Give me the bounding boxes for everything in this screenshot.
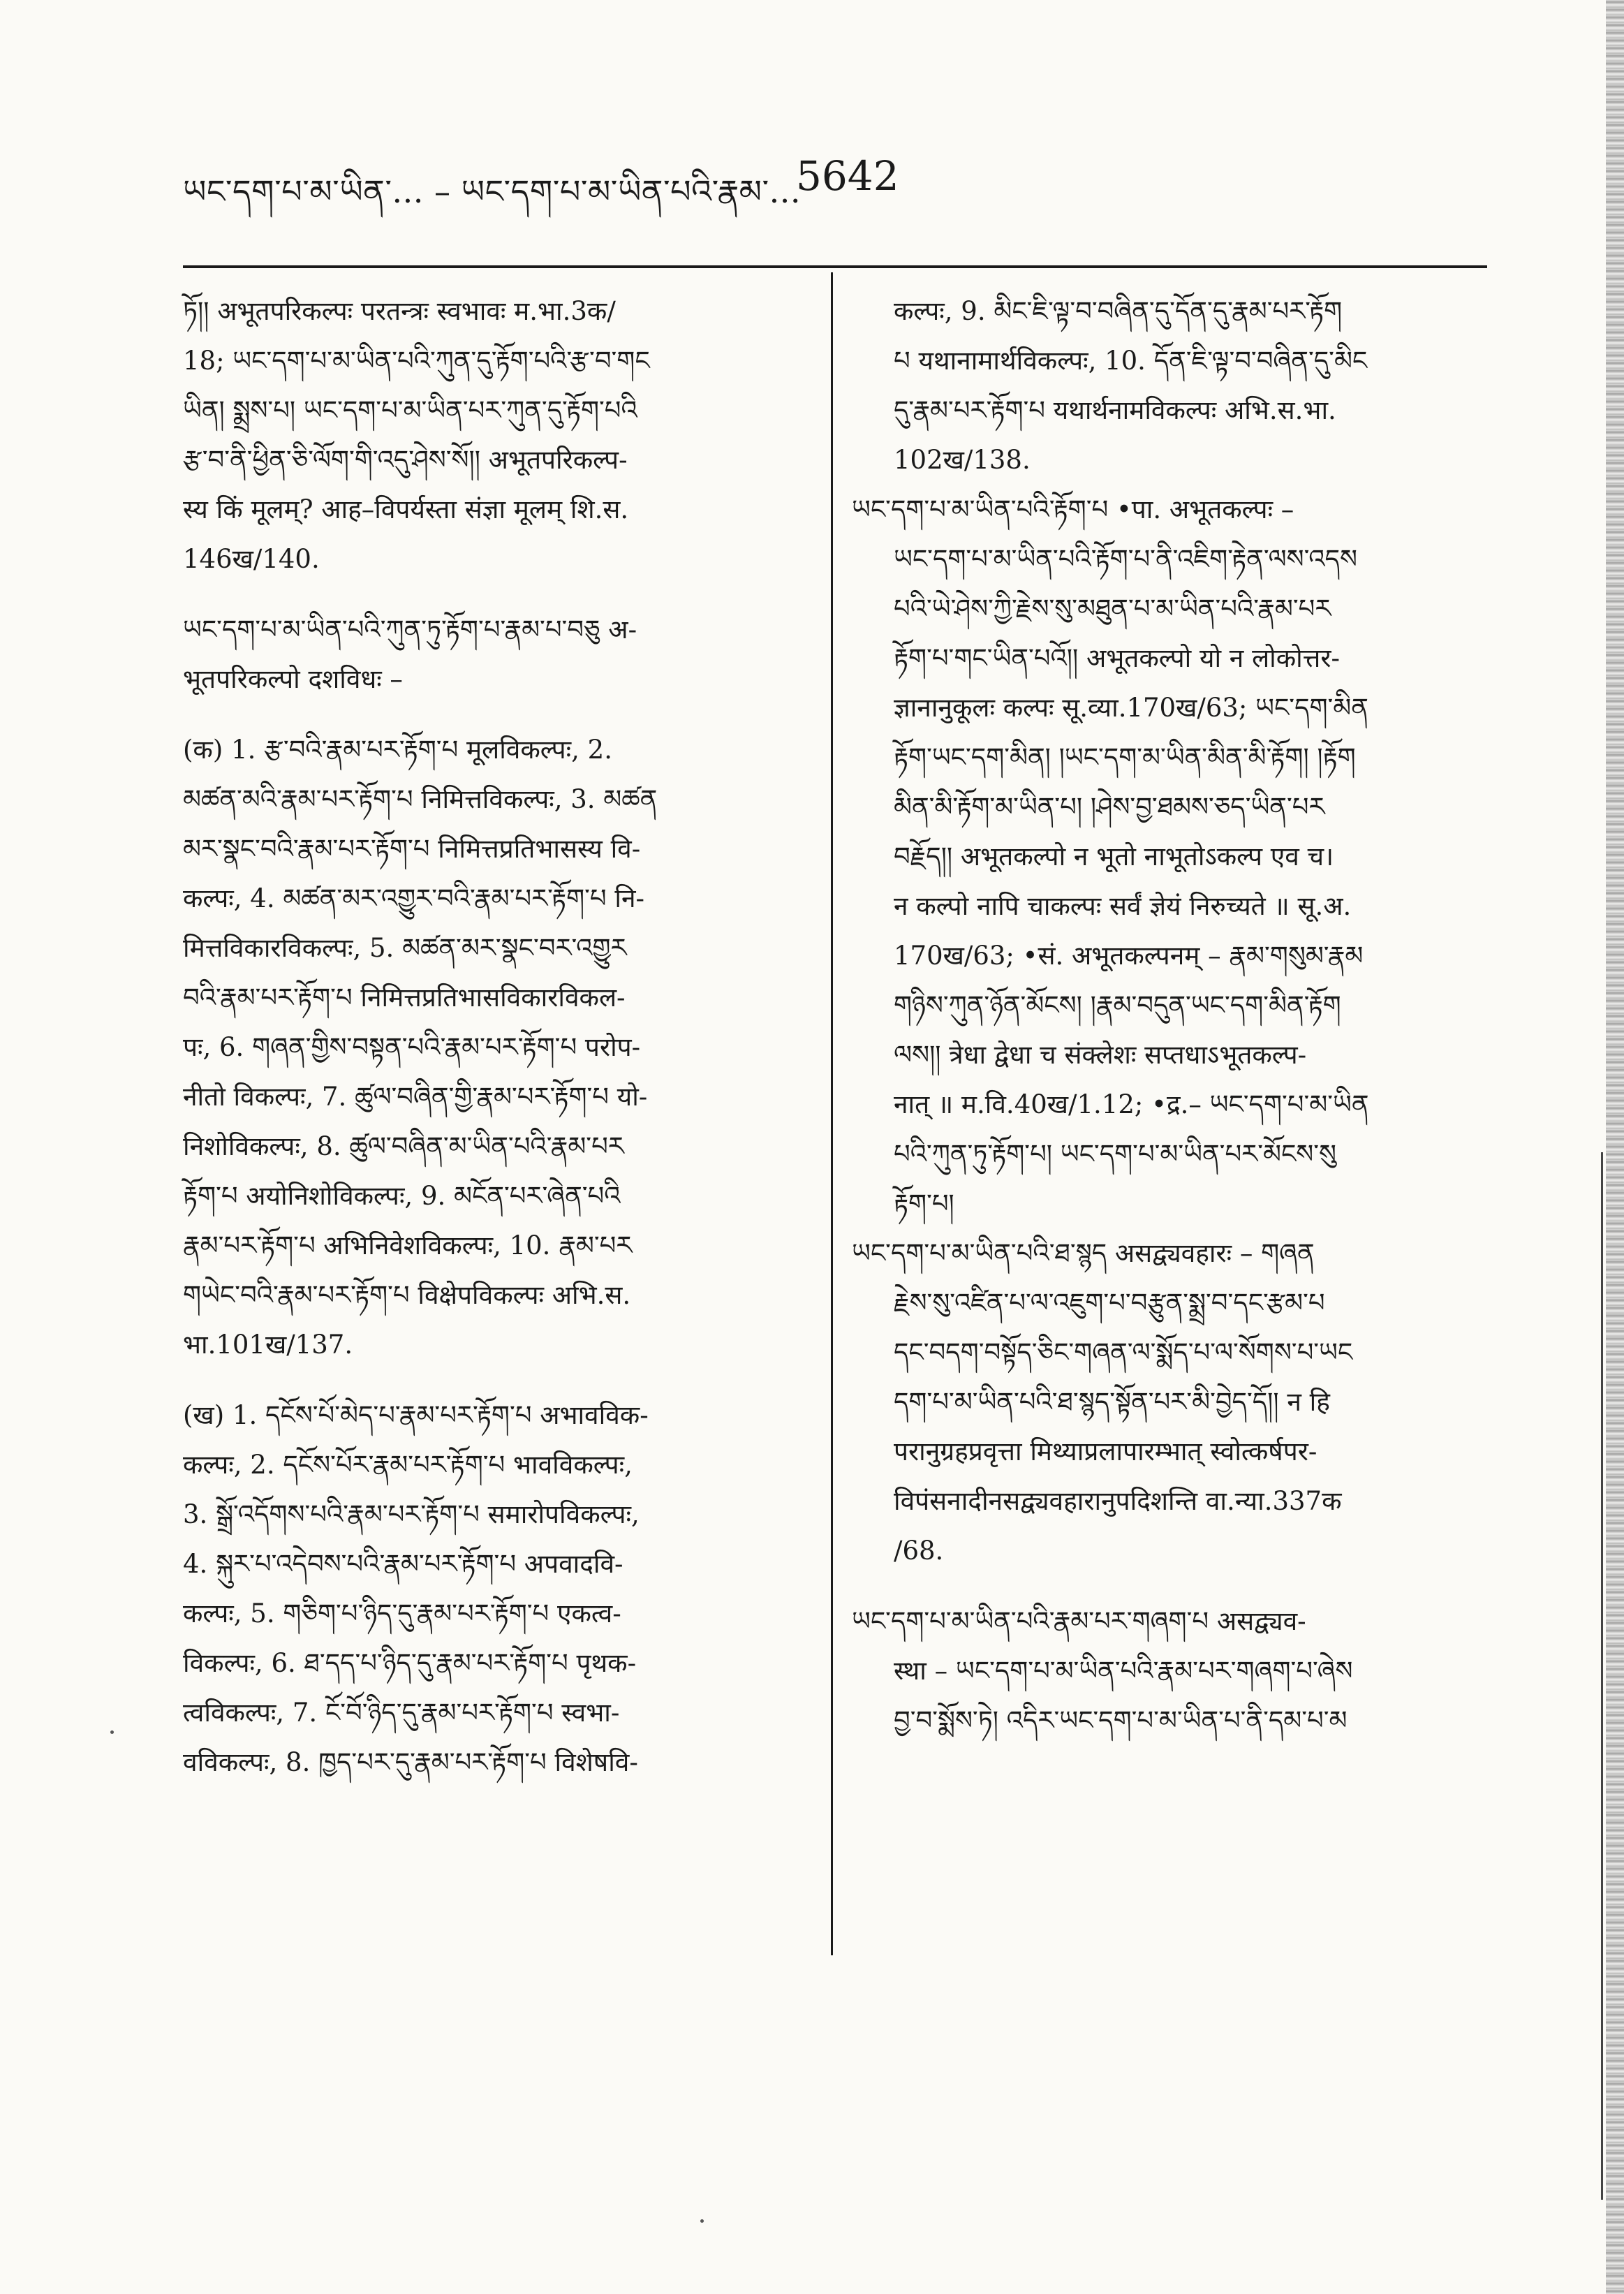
text-line: नीतो विकल्पः, 7. ཚུལ་བཞིན་གྱི་རྣམ་པར་རྟོག་པ यो- (183, 1082, 648, 1112)
text-line: མིན་མི་རྟོག་མ་ཡིན་པ། །ཤེས་བྱ་ཐམས་ཅད་ཡིན་པར (894, 792, 1325, 822)
text-line: པའི་ཡེ་ཤེས་ཀྱི་རྗེས་སུ་མཐུན་པ་མ་ཡིན་པའི་རྣམ་པར (894, 594, 1331, 624)
text-line: कल्पः, 5. གཅིག་པ་ཉིད་དུ་རྣམ་པར་རྟོག་པ एकत्व- (183, 1598, 621, 1628)
text-line: པ यथानामार्थविकल्पः, 10. དོན་ཇི་ལྟ་བ་བཞིན་དུ་མིང (894, 346, 1368, 376)
scan-speck (110, 1730, 114, 1734)
text-line: མར་སྣང་བའི་རྣམ་པར་རྟོག་པ निमित्तप्रतिभासस्य वि- (183, 834, 641, 864)
header-rule (183, 265, 1487, 268)
left-column (183, 286, 804, 1787)
text-line: वविकल्पः, 8. ཁྱད་པར་དུ་རྣམ་པར་རྟོག་པ विशेषवि- (183, 1747, 638, 1777)
running-title: ཡང་དག་པ་མ་ཡིན་... – ཡང་དག་པ་མ་ཡིན་པའི་རྣམ་... (183, 172, 801, 210)
text-line: कल्पः, 2. དངོས་པོར་རྣམ་པར་རྟོག་པ भावविकल्पः, (183, 1450, 633, 1480)
text-line: परानुग्रहप्रवृत्ता मिथ्याप्रलापारम्भात् स्वोत्कर्षपर- (894, 1436, 1317, 1466)
scan-speck (700, 2219, 704, 2223)
scan-edge (1606, 0, 1624, 2294)
text-line: पः, 6. གཞན་གྱིས་བསྟན་པའི་རྣམ་པར་རྟོག་པ परोप- (183, 1032, 641, 1062)
text-line: विकल्पः, 6. ཐ་དད་པ་ཉིད་དུ་རྣམ་པར་རྟོག་པ पृथक- (183, 1648, 637, 1678)
text-line: དུ་རྣམ་པར་རྟོག་པ यथार्थनामविकल्पः अभि.स.भा. (894, 395, 1336, 425)
text-line: གཡེང་བའི་རྣམ་པར་རྟོག་པ विक्षेपविकल्पः अभि.स. (183, 1280, 631, 1310)
scan-edge-line (1601, 1152, 1603, 2200)
text-line: (क) 1. རྩ་བའི་རྣམ་པར་རྟོག་པ मूलविकल्पः, 2. (183, 735, 612, 765)
text-line: ལས།། त्रेधा द्वेधा च संक्लेशः सप्तधाऽभूतकल्प- (894, 1040, 1307, 1070)
text-line: ज्ञानानुकूलः कल्पः सू.व्या.170ख/63; ཡང་དག་མིན (894, 693, 1368, 723)
text-line: བརྗོད།། अभूतकल्पो न भूतो नाभूतोऽकल्प एव च। (894, 841, 1334, 872)
text-line: 18; ཡང་དག་པ་མ་ཡིན་པའི་ཀུན་དུ་རྟོག་པའི་རྩ་བ་གང (183, 346, 650, 376)
text-line: དག་པ་མ་ཡིན་པའི་ཐ་སྙད་སྟོན་པར་མི་བྱེད་དོ།། न हि (894, 1387, 1330, 1417)
entry-headword: ཡང་དག་པ་མ་ཡིན་པའི་རྟོག་པ •पा. अभूतकल्पः – (852, 494, 1294, 524)
entry-headword: ཡང་དག་པ་མ་ཡིན་པའི་ཐ་སྙད असद्व्यवहारः – གཞན (852, 1238, 1315, 1268)
text-line: /68. (894, 1536, 944, 1566)
text-line: རྟོག་ཡང་དག་མིན། །ཡང་དག་མ་ཡིན་མིན་མི་རྟོག། །རྟོག (894, 742, 1356, 772)
text-line: 146ख/140. (183, 544, 320, 574)
text-line: བྱ་བ་སྨོས་ཏེ། འདིར་ཡང་དག་པ་མ་ཡིན་པ་ནི་དམ་པ་མ (894, 1705, 1348, 1735)
text-line: भूतपरिकल्पो दशविधः – (183, 664, 403, 694)
text-line: རྩ་བ་ནི་ཕྱིན་ཅི་ལོག་གི་འདུ་ཤེས་སོ།། अभूतपरिकल्प- (183, 445, 628, 475)
text-line: རྗེས་སུ་འཛིན་པ་ལ་འཇུག་པ་བརྩུན་སྨྲ་བ་དང་རྩམ་པ (894, 1288, 1325, 1318)
text-line: त्वविकल्पः, 7. ངོ་བོ་ཉིད་དུ་རྣམ་པར་རྟོག་པ स्वभा- (183, 1698, 620, 1728)
text-line: རྣམ་པར་རྟོག་པ अभिनिवेशविकल्पः, 10. རྣམ་པར (183, 1230, 633, 1260)
text-line: ཡང་དག་པ་མ་ཡིན་པའི་རྟོག་པ་ནི་འཇིག་རྟེན་ལས་འདས (894, 544, 1357, 574)
right-column (852, 286, 1487, 1745)
text-line: नात् ॥ म.वि.40ख/1.12; •द्र.– ཡང་དག་པ་མ་ཡིན (894, 1089, 1369, 1119)
text-line: མཚན་མའི་རྣམ་པར་རྟོག་པ निमित्तविकल्पः, 3. མཚན (183, 784, 658, 814)
text-line: (ख) 1. དངོས་པོ་མེད་པ་རྣམ་པར་རྟོག་པ अभावविक- (183, 1400, 649, 1430)
text-line: ཡིན། སྨྲས་པ། ཡང་དག་པ་མ་ཡིན་པར་ཀུན་དུ་རྟོག་པའི (183, 395, 637, 425)
text-line: मित्तविकारविकल्पः, 5. མཚན་མར་སྣང་བར་འགྱུར (183, 933, 627, 963)
text-line: स्था – ཡང་དག་པ་མ་ཡིན་པའི་རྣམ་པར་གཞག་པ་ཞེས (894, 1656, 1353, 1686)
page-number: 5642 (796, 152, 899, 200)
text-line: 170ख/63; •सं. अभूतकल्पनम् – རྣམ་གསུམ་རྣམ (894, 941, 1364, 971)
text-line: པའི་ཀུན་ཏུ་རྟོག་པ། ཡང་དག་པ་མ་ཡིན་པར་མོངས་སུ (894, 1139, 1337, 1169)
entry-headword: ཡང་དག་པ་མ་ཡིན་པའི་རྣམ་པར་གཞག་པ असद्व्यव- (852, 1606, 1306, 1636)
text-line: རྟོག་པ་གང་ཡིན་པའོ།། अभूतकल्पो यो न लोकोत्तर- (894, 643, 1340, 673)
text-line: स्य किं मूलम्? आह–विपर्यस्ता संज्ञा मूलम् शि.स. (183, 494, 629, 524)
text-line: རྟོག་པ། (894, 1189, 954, 1219)
text-line: རྟོག་པ अयोनिशोविकल्पः, 9. མངོན་པར་ཞེན་པའི (183, 1181, 621, 1211)
text-line: དང་བདག་བསྟོད་ཅིང་གཞན་ལ་སྨོད་པ་ལ་སོགས་པ་ཡང (894, 1337, 1353, 1367)
text-line: कल्पः, 4. མཚན་མར་འགྱུར་བའི་རྣམ་པར་རྟོག་པ नि- (183, 883, 644, 913)
column-divider (831, 272, 833, 1955)
text-line: 102ख/138. (894, 445, 1031, 475)
text-line: कल्पः, 9. མིང་ཇི་ལྟ་བ་བཞིན་དུ་དོན་དུ་རྣམ་པར་རྟོག (894, 296, 1343, 326)
text-line: न कल्पो नापि चाकल्पः सर्वं ज्ञेयं निरुच्यते ॥ सू.अ. (894, 891, 1352, 921)
text-line: विपंसनादीनसद्व्यवहारानुपदिशन्ति वा.न्या.337क (894, 1486, 1342, 1516)
text-line: ཏོ།། अभूतपरिकल्पः परतन्त्रः स्वभावः म.भा.3क/ (183, 296, 616, 326)
text-line: भा.101ख/137. (183, 1330, 353, 1360)
text-line: བའི་རྣམ་པར་རྟོག་པ निमित्तप्रतिभासविकारविकल- (183, 983, 626, 1013)
entry-headword: ཡང་དག་པ་མ་ཡིན་པའི་ཀུན་ཏུ་རྟོག་པ་རྣམ་པ་བཅུ अ- (183, 615, 637, 645)
text-line: 4. སྐུར་པ་འདེབས་པའི་རྣམ་པར་རྟོག་པ अपवादवि- (183, 1549, 623, 1579)
text-line: གཉིས་ཀུན་ཉོན་མོངས། །རྣམ་བདུན་ཡང་དག་མིན་རྟོག (894, 990, 1341, 1020)
text-line: 3. སྒྲོ་འདོགས་པའི་རྣམ་པར་རྟོག་པ समारोपविकल्पः, (183, 1499, 640, 1529)
text-line: निशोविकल्पः, 8. ཚུལ་བཞིན་མ་ཡིན་པའི་རྣམ་པར (183, 1131, 624, 1161)
